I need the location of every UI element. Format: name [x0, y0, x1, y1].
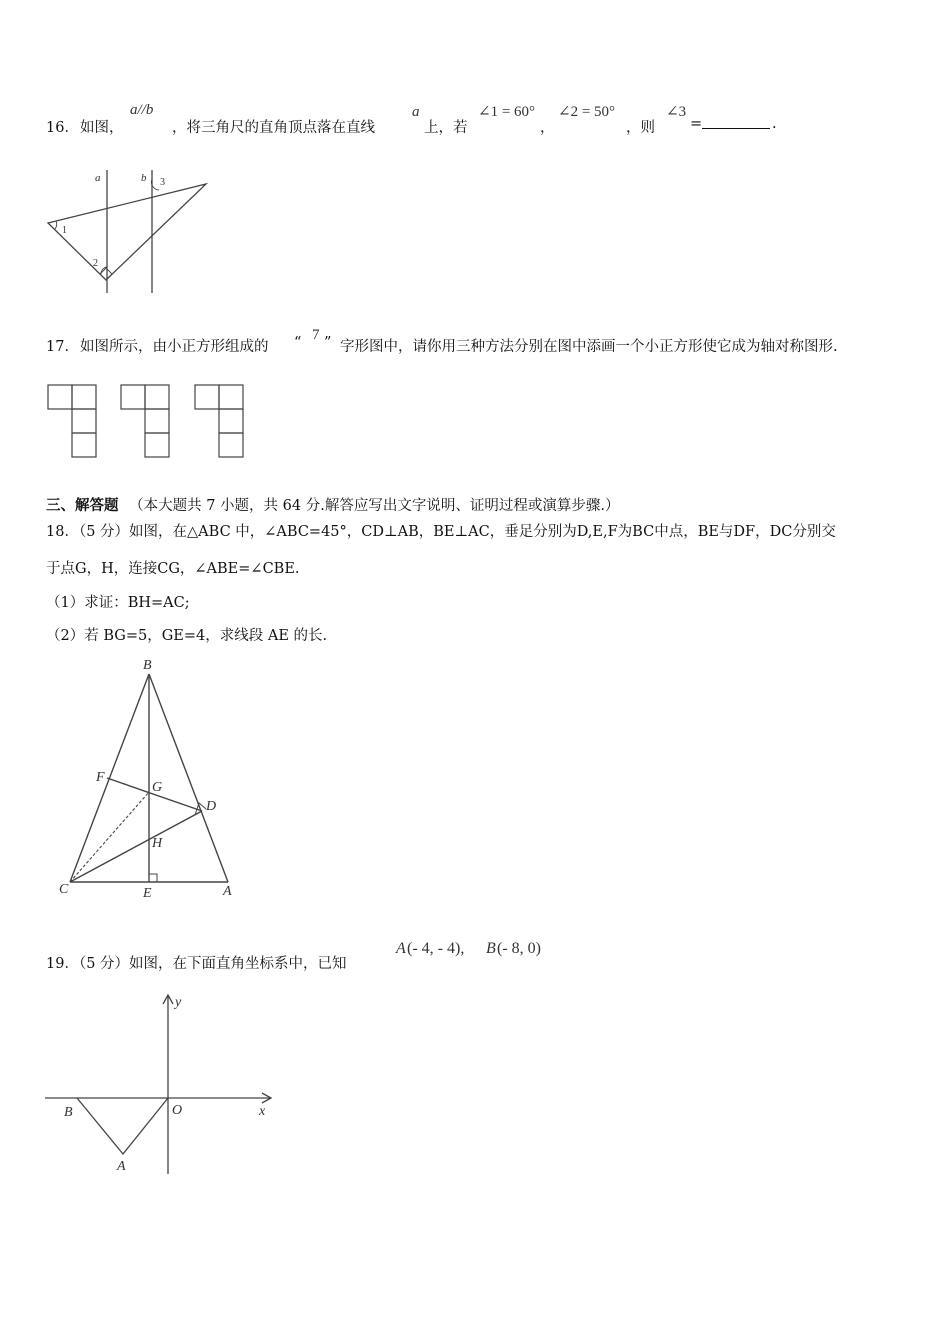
section3-heading [46, 494, 619, 515]
label-H: H [152, 836, 163, 851]
q16-answer-blank [702, 114, 770, 129]
label-2: 2 [93, 258, 98, 269]
q19-coords-B: (- 8, 0) [497, 940, 541, 957]
q18-line1: 18．（5 分）如图，在△ABC 中，∠ABC=45°，CD⊥AB，BE⊥AC，垂足分别为D,E,F为BC中点，BE与DF，DC分别交 [46, 524, 836, 540]
q18-figure [50, 650, 250, 905]
q16-period: . [772, 116, 777, 132]
label-A-point: A [117, 1159, 126, 1174]
label-D: D [206, 799, 217, 814]
label-A: A [223, 884, 232, 899]
label-x: x [259, 1104, 266, 1119]
angle1-arc [55, 221, 57, 229]
right-angle-E [149, 874, 157, 882]
label-G: G [152, 780, 163, 795]
label-b: b [141, 172, 147, 184]
label-E: E [143, 886, 152, 901]
q16-math-a: a [412, 104, 420, 120]
q17-number: 17． [46, 339, 79, 355]
q17-text-1: 如图所示，由小正方形组成的 [80, 339, 269, 355]
seven-shape-1 [48, 385, 96, 457]
label-1: 1 [62, 225, 67, 236]
q16-text-2: ，将三角尺的直角顶点落在直线 [172, 120, 375, 136]
q16-comma: ， [540, 120, 555, 136]
q16-text-3: 上，若 [424, 120, 468, 136]
segment-BC [70, 674, 149, 882]
segment-CD [70, 811, 202, 882]
section3-title: 三、解答题 [46, 497, 119, 514]
label-y: y [175, 995, 182, 1010]
q18-part2: （2）若 BG=5，GE=4，求线段 AE 的长. [46, 628, 328, 644]
triangle-ruler [48, 184, 206, 280]
label-O: O [172, 1103, 183, 1118]
q18-part1: （1）求证：BH=AC; [46, 595, 190, 611]
q17-seven: 7 [312, 327, 320, 343]
section3-note: （本大题共 7 小题，共 64 分.解答应写出文字说明、证明过程或演算步骤.） [129, 498, 620, 514]
q16-math-angle1: ∠1 = 60° [478, 104, 536, 120]
seven-shape-3 [195, 385, 243, 457]
label-B: B [143, 658, 152, 673]
q16-math-angle2: ∠2 = 50° [558, 104, 616, 120]
label-C: C [59, 882, 69, 897]
q19-coords-A: (- 4, - 4), [407, 940, 465, 957]
q17-text-2: 字形图中，请你用三种方法分别在图中添画一个小正方形使它成为轴对称图形. [340, 339, 838, 355]
q16-math-angle3: ∠3 [666, 104, 687, 120]
q16-text-1: 如图， [80, 120, 124, 136]
q19-point-A: A [396, 940, 406, 957]
q19-point-B: B [486, 940, 496, 957]
label-F: F [96, 770, 105, 785]
q19-text: 19．（5 分）如图，在下面直角坐标系中，已知 [46, 956, 347, 972]
q17-quote-close: ” [324, 335, 332, 351]
q16-math-ab: a//b [130, 102, 154, 118]
label-3: 3 [160, 177, 165, 188]
q19-figure [40, 988, 280, 1180]
q17-figure [44, 382, 254, 464]
q18-line2: 于点G，H，连接CG，∠ABE=∠CBE. [46, 561, 300, 577]
q16-figure [40, 165, 220, 300]
seven-shape-2 [121, 385, 169, 457]
q16-text-4: ，则 [626, 120, 655, 136]
q16-number: 16． [46, 120, 79, 136]
label-B-point: B [64, 1105, 73, 1120]
q17-quote-open: “ [294, 335, 302, 351]
segment-CG-dashed [70, 792, 149, 882]
segment-BAO [77, 1098, 168, 1154]
q16-equals: = [690, 116, 703, 132]
label-a: a [95, 172, 101, 184]
